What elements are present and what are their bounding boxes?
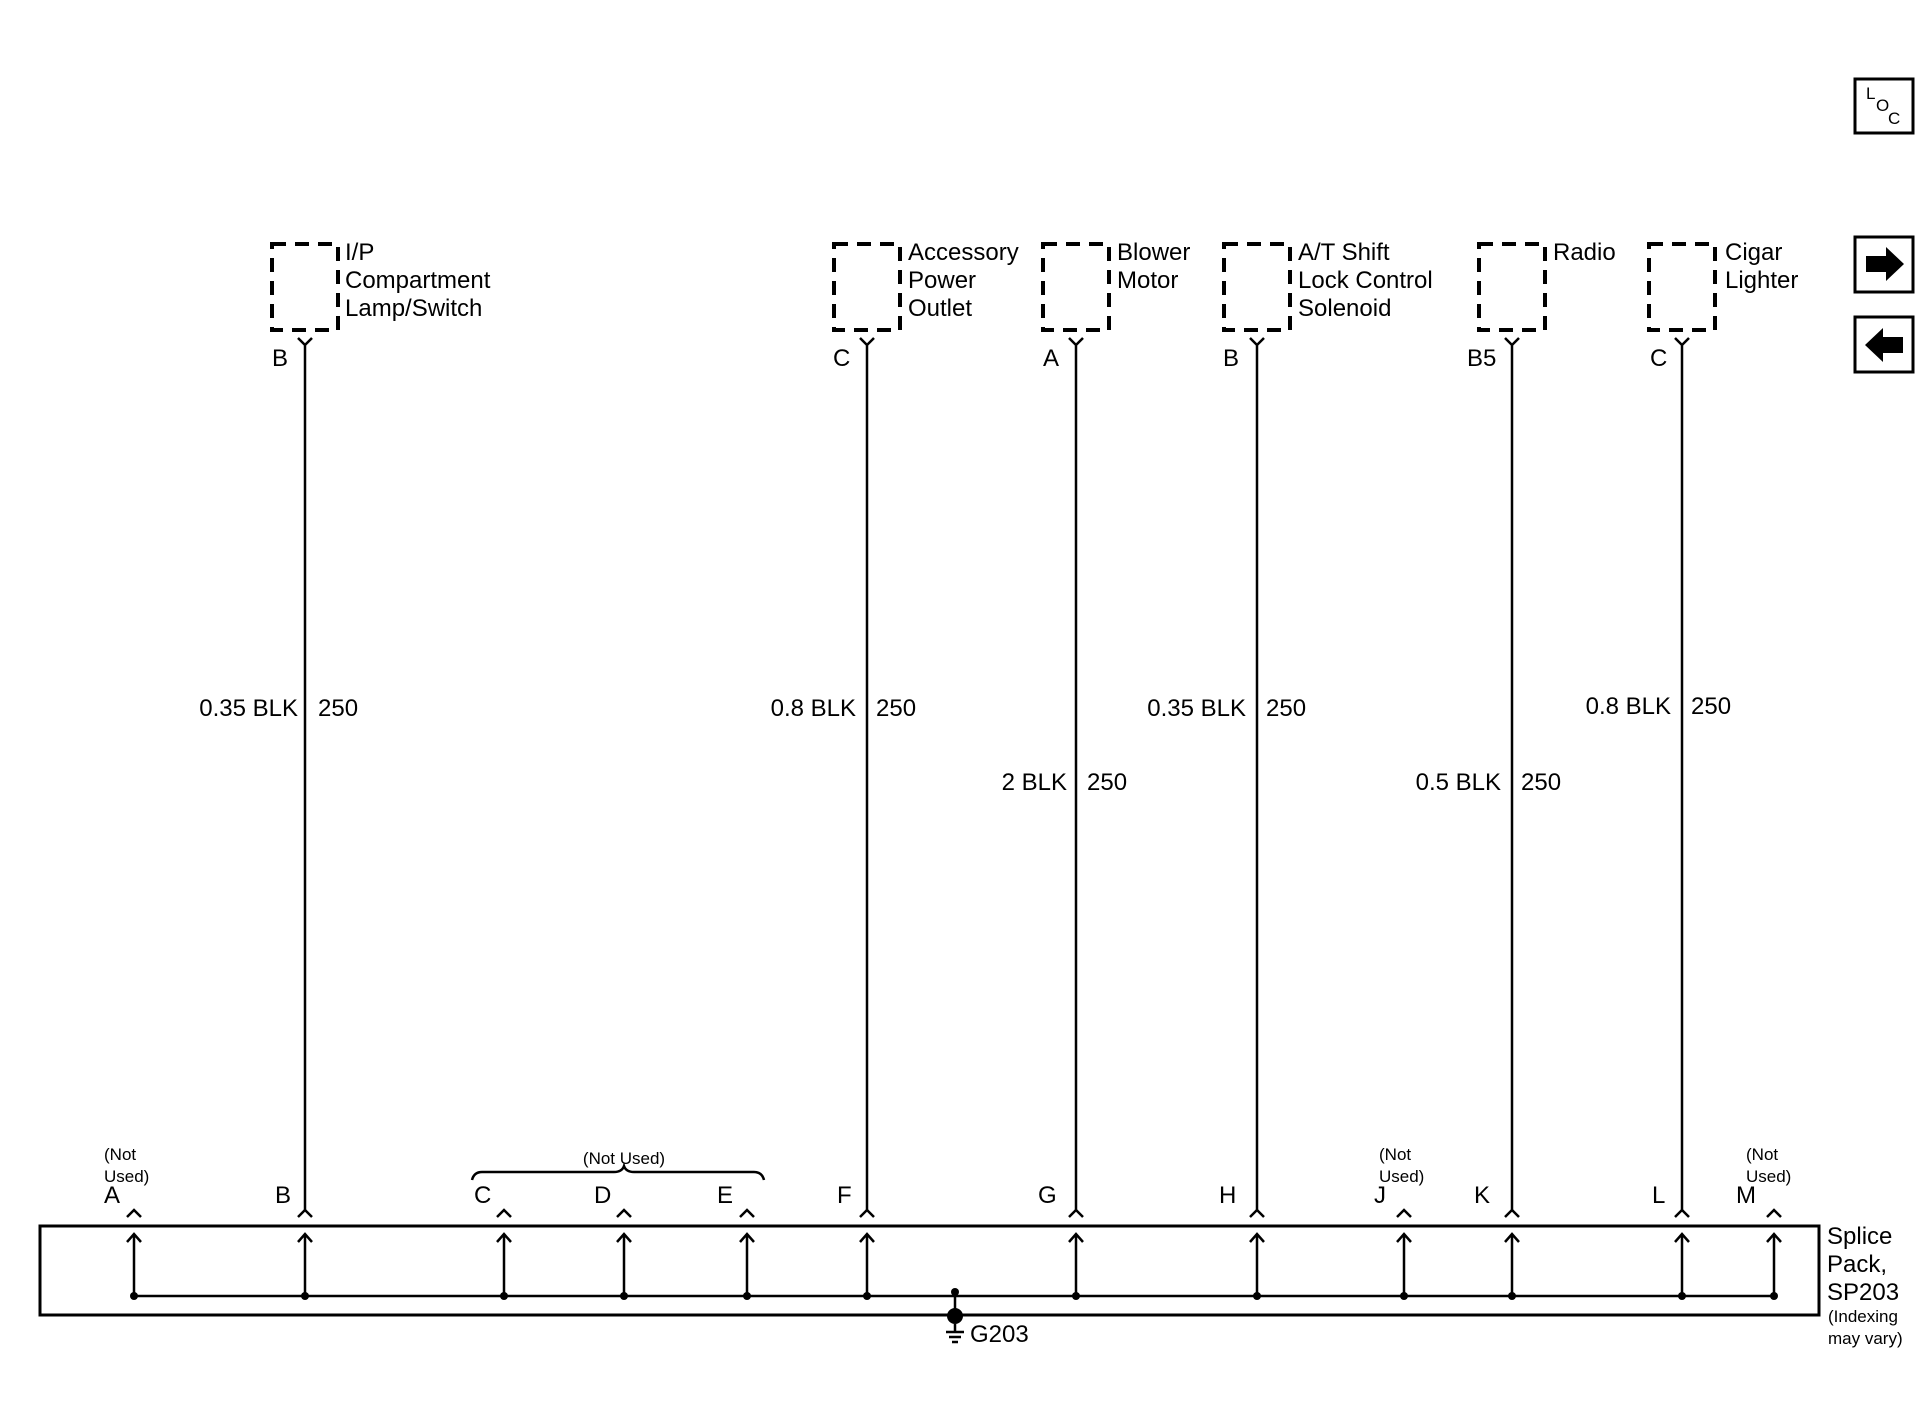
wire-circuit-label: 250 xyxy=(1087,769,1128,796)
not-used-label: (Not xyxy=(1746,1145,1779,1164)
wire-1 xyxy=(199,338,358,1210)
component-label-line: Power xyxy=(908,267,977,294)
wire-5 xyxy=(1416,338,1561,1210)
component-pin-label: A xyxy=(1043,345,1060,372)
ground-label: G203 xyxy=(970,1321,1029,1348)
component-pin-label: B5 xyxy=(1467,345,1497,372)
terminal-label: H xyxy=(1219,1182,1237,1209)
not-used-a xyxy=(104,1145,149,1186)
wire-circuit-label: 250 xyxy=(1266,695,1307,722)
not-used-cde xyxy=(472,1149,764,1180)
loc-letter-l: L xyxy=(1866,84,1876,103)
splice-terminals xyxy=(104,1182,1781,1300)
component-pin-label: C xyxy=(833,345,851,372)
component-label-line: Lock Control xyxy=(1298,267,1433,294)
splice-pack-name: Splice xyxy=(1827,1223,1893,1250)
forward-button[interactable] xyxy=(1855,237,1913,292)
terminal-j xyxy=(1374,1182,1411,1300)
terminal-label: J xyxy=(1374,1182,1386,1209)
not-used-j xyxy=(1379,1145,1424,1186)
terminal-d xyxy=(594,1182,631,1300)
component-label-line: Compartment xyxy=(345,267,491,294)
component-label-line: Outlet xyxy=(908,295,973,322)
terminal-a xyxy=(104,1182,141,1300)
brace xyxy=(472,1166,764,1180)
wire-size-color-label: 0.35 BLK xyxy=(1147,695,1246,722)
wire-size-color-label: 0.5 BLK xyxy=(1415,769,1501,796)
not-used-label: Used) xyxy=(1746,1167,1792,1186)
wire-circuit-label: 250 xyxy=(876,695,917,722)
wire-size-color-label: 0.35 BLK xyxy=(199,695,298,722)
loc-button[interactable] xyxy=(1855,79,1913,133)
terminal-label: L xyxy=(1652,1182,1666,1209)
not-used-m xyxy=(1746,1145,1791,1186)
terminal-label: E xyxy=(717,1182,734,1209)
terminal-label: F xyxy=(837,1182,852,1209)
component-label-line: A/T Shift xyxy=(1298,239,1390,266)
terminal-label: K xyxy=(1474,1182,1491,1209)
wire-3 xyxy=(1002,338,1127,1210)
wire-size-color-label: 0.8 BLK xyxy=(1585,693,1671,720)
component-accessory-power-outlet xyxy=(833,239,1019,372)
component-label-line: Cigar xyxy=(1725,239,1783,266)
wire-circuit-label: 250 xyxy=(1521,769,1562,796)
terminal-e xyxy=(717,1182,754,1300)
splice-pack-note: may vary) xyxy=(1828,1329,1903,1348)
loc-letter-c: C xyxy=(1888,109,1901,128)
back-button[interactable] xyxy=(1855,317,1913,372)
wire-6 xyxy=(1586,338,1731,1210)
terminal-label: M xyxy=(1736,1182,1756,1209)
component-label-line: Motor xyxy=(1117,267,1179,294)
terminal-label: G xyxy=(1038,1182,1057,1209)
terminal-b xyxy=(275,1182,312,1300)
terminal-label: B xyxy=(275,1182,292,1209)
arrow-left-icon xyxy=(1865,328,1903,362)
not-used-group-label: (Not Used) xyxy=(582,1149,666,1168)
wire-size-color-label: 2 BLK xyxy=(1001,769,1067,796)
splice-pack-note: (Indexing xyxy=(1828,1307,1898,1326)
terminal-label: C xyxy=(474,1182,492,1209)
component-label-line: Lamp/Switch xyxy=(345,295,483,322)
not-used-label: Used) xyxy=(104,1167,150,1186)
terminal-l xyxy=(1652,1182,1689,1300)
terminal-label: A xyxy=(104,1182,121,1209)
component-at-shift-lock-solenoid xyxy=(1223,239,1433,372)
splice-pack-name: SP203 xyxy=(1827,1279,1900,1306)
wire-4 xyxy=(1147,338,1306,1210)
not-used-label: (Not xyxy=(104,1145,137,1164)
arrow-right-icon xyxy=(1866,247,1904,281)
component-label-line: Blower xyxy=(1117,239,1191,266)
terminal-label: D xyxy=(594,1182,612,1209)
not-used-label: (Not xyxy=(1379,1145,1412,1164)
component-label-line: Solenoid xyxy=(1298,295,1392,322)
component-pin-label: B xyxy=(272,345,289,372)
wire-2 xyxy=(771,338,916,1210)
component-pin-label: C xyxy=(1650,345,1668,372)
terminal-f xyxy=(837,1182,874,1300)
wire-size-color-label: 0.8 BLK xyxy=(770,695,856,722)
component-label-line: I/P xyxy=(345,239,375,266)
component-cigar-lighter xyxy=(1649,239,1798,372)
terminal-m xyxy=(1736,1182,1781,1300)
component-pin-label: B xyxy=(1223,345,1240,372)
component-radio xyxy=(1467,239,1616,372)
component-label-line: Radio xyxy=(1553,239,1616,266)
loc-letter-o: O xyxy=(1876,96,1890,115)
splice-pack-name: Pack, xyxy=(1827,1251,1888,1278)
wire-circuit-label: 250 xyxy=(318,695,359,722)
component-label-line: Accessory xyxy=(908,239,1019,266)
component-label-line: Lighter xyxy=(1725,267,1799,294)
component-blower-motor xyxy=(1043,239,1190,372)
terminal-c xyxy=(474,1182,511,1300)
not-used-label: Used) xyxy=(1379,1167,1425,1186)
wire-circuit-label: 250 xyxy=(1691,693,1732,720)
